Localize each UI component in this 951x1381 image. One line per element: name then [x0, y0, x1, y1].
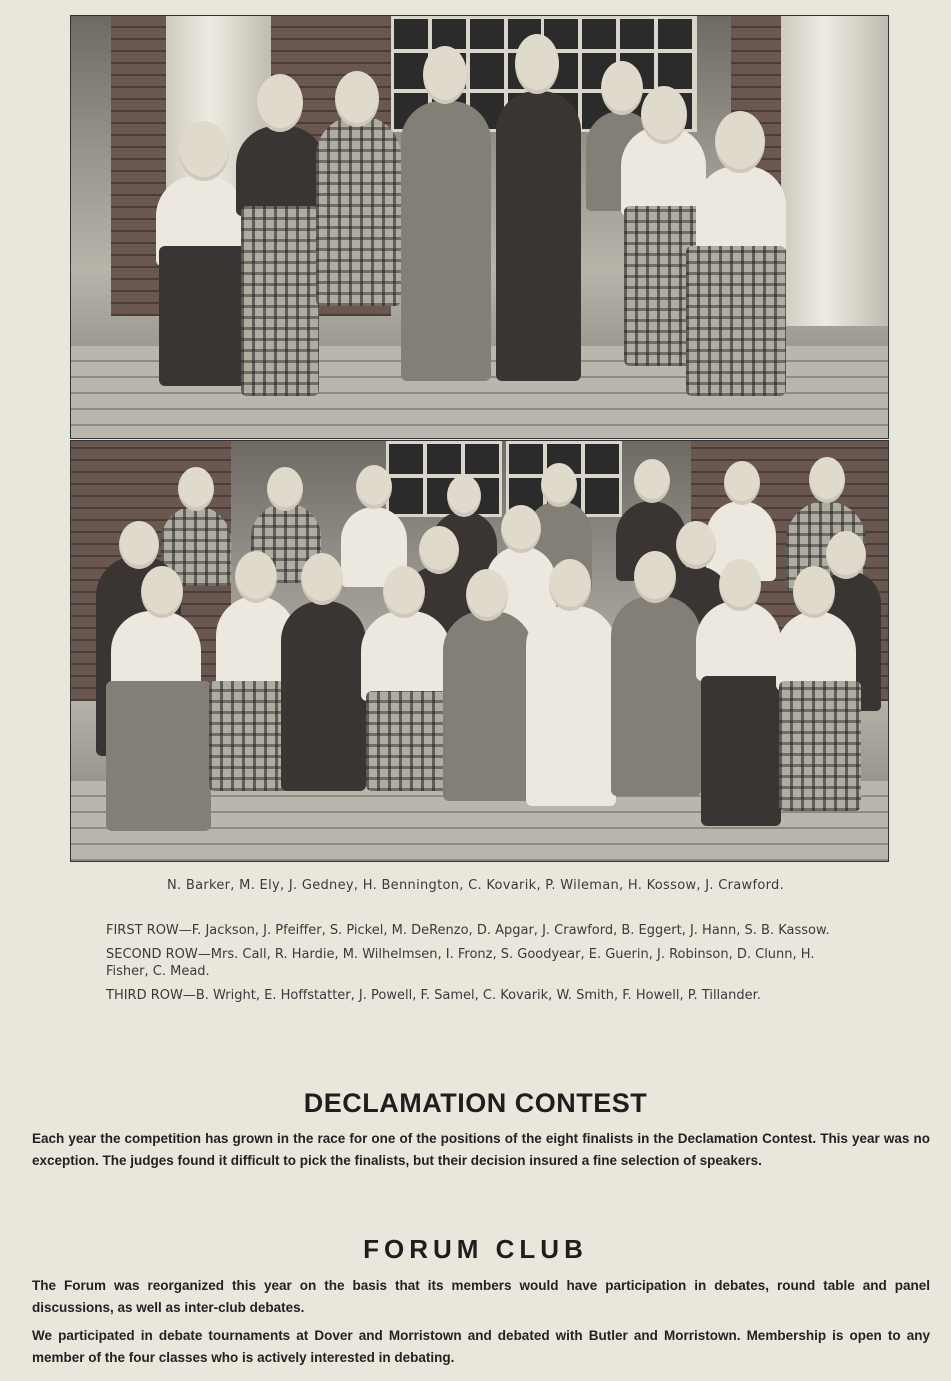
person-head [383, 566, 425, 618]
third-row-names: THIRD ROW—B. Wright, E. Hoffstatter, J. Powell, F. Samel, C. Kovarik, W. Smith, F. Howell, P. Tillander. [106, 988, 761, 1003]
person [443, 611, 533, 801]
person [776, 611, 856, 691]
person-head [793, 566, 835, 618]
bottom-photo-caption [106, 922, 858, 1011]
person-head [423, 46, 467, 104]
person [696, 601, 781, 681]
person-head [257, 74, 303, 132]
person-head [141, 566, 183, 618]
skirt [701, 676, 781, 826]
person-head [179, 121, 229, 181]
skirt [779, 681, 861, 811]
person-head [335, 71, 379, 127]
person-head [466, 569, 508, 621]
skirt [159, 246, 247, 386]
person [611, 596, 701, 796]
person-head [419, 526, 459, 574]
person-head [724, 461, 760, 505]
person [401, 101, 491, 381]
person-head [634, 551, 676, 603]
person-head [447, 475, 481, 517]
person [526, 606, 616, 806]
person-head [301, 553, 343, 605]
window [386, 441, 502, 517]
person-head [119, 521, 159, 569]
person [316, 116, 401, 306]
person-head [719, 559, 761, 611]
person-head [235, 551, 277, 603]
person-head [178, 467, 214, 511]
person [111, 611, 201, 691]
person-head [541, 463, 577, 507]
person [361, 611, 451, 701]
skirt [686, 246, 786, 396]
skirt [106, 681, 211, 831]
second-row-names: SECOND ROW—Mrs. Call, R. Hardie, M. Wilhelmsen, I. Fronz, S. Goodyear, E. Guerin, J. Robinson, D. Clunn, H. Fisher, C. Mead. [106, 947, 815, 979]
person-head [715, 111, 765, 173]
stone-column [781, 16, 889, 326]
person-head [515, 34, 559, 94]
person [496, 91, 581, 381]
first-row-names: FIRST ROW—F. Jackson, J. Pfeiffer, S. Pickel, M. DeRenzo, D. Apgar, J. Crawford, B. Eggert, J. Hann, S. B. Kassow. [106, 923, 830, 938]
person-head [267, 467, 303, 511]
person-head [809, 457, 845, 503]
person-head [676, 521, 716, 569]
person [236, 126, 326, 216]
person-head [826, 531, 866, 579]
declamation-group-photo [70, 15, 889, 439]
skirt [241, 206, 319, 396]
declamation-paragraph: Each year the competition has grown in the race for one of the positions of the eight finalists in the Declamation Contest. This year was no exception. The judges found it difficult to pick the finalists, but their decision insured a fine selection of speakers. [32, 1131, 930, 1168]
person-head [641, 86, 687, 144]
person-head [501, 505, 541, 553]
forum-heading: FORUM CLUB [363, 1234, 588, 1264]
person-head [549, 559, 591, 611]
forum-paragraph-2: We participated in debate tournaments at Dover and Morristown and debated with Butler and Morristown. Membership is open to any member of the four classes who is actively interested in debating. [32, 1328, 930, 1365]
person [696, 166, 786, 256]
person-head [601, 61, 643, 115]
skirt [366, 691, 451, 791]
forum-paragraph-1: The Forum was reorganized this year on the basis that its members would have participation in debates, round table and panel discussions, as well as inter-club debates. [32, 1278, 930, 1315]
person-head [634, 459, 670, 503]
declamation-heading: DECLAMATION CONTEST [303, 1088, 648, 1118]
person [281, 601, 366, 791]
forum-club-group-photo [70, 440, 889, 862]
person-head [356, 465, 392, 509]
top-photo-caption: N. Barker, M. Ely, J. Gedney, H. Bennington, C. Kovarik, P. Wileman, H. Kossow, J. Crawford. [166, 878, 784, 893]
